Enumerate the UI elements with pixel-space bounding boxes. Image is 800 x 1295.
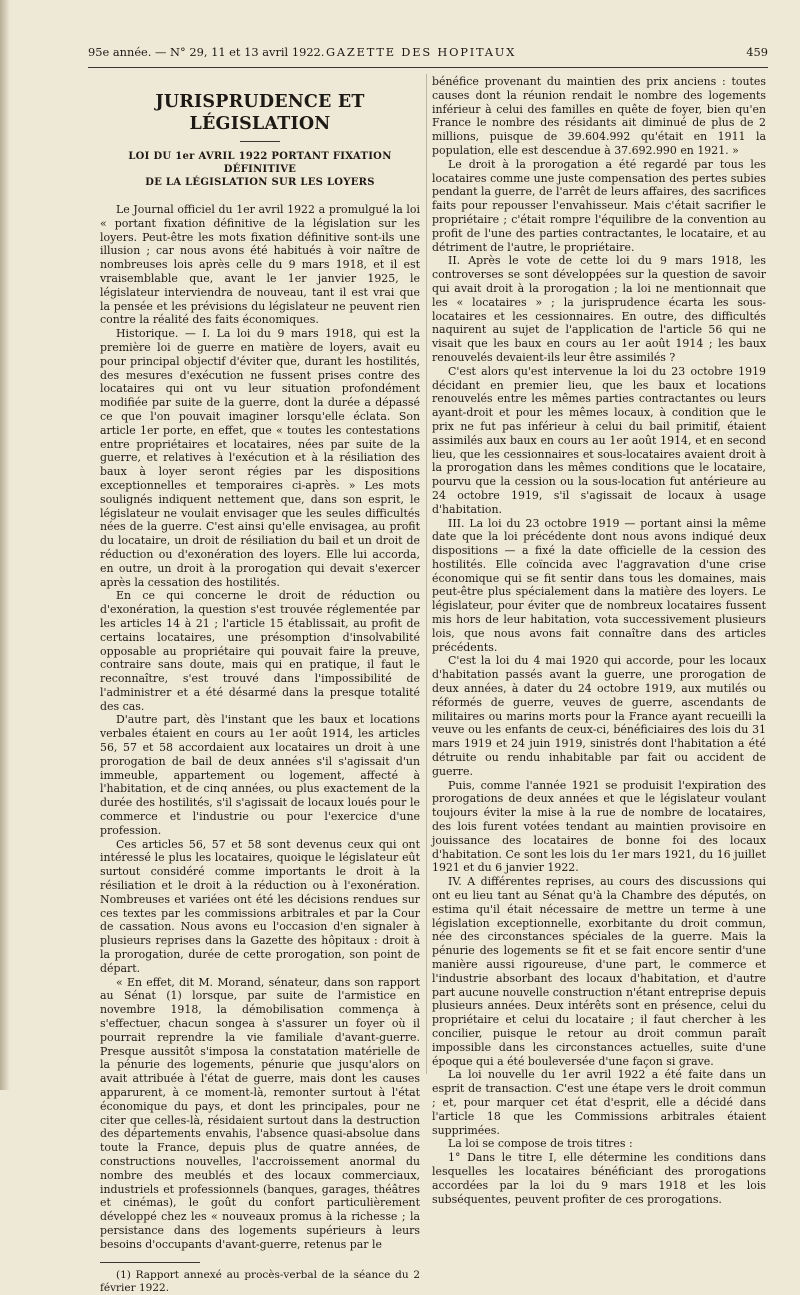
paragraph: « En effet, dit M. Morand, sénateur, dans son rapport au Sénat (1) lorsque, par suite de l'armistice en novembre 1918, la démobilisation commença à s'effectuer, chacun songea à s'assurer un foyer où il pourrait reprendre la vie familiale d'avant-guerre. Presque aussitôt s'imposa la constatation matérielle de la pénurie des logements, pénurie que jusqu'alors on avait attribuée à l'état de guerre, mais dont les causes apparurent, à ce moment-là, remonter surtout à l'état économique du pays, et dont les principales, pour ne citer que celles-là, résidaient surtout dans la destruction des départements envahis, l'absence quasi-absolue dans toute la France, depuis plus de quatre années, de constructions nouvelles, l'accroissement anormal du nombre des meublés et des locaux commerciaux, industriels et professionnels (banques, garages, théâtres et cinémas), le goût du confort particulièrement développé chez les « nouveaux promus à la richesse ; la persistance dans des logements supérieurs à leurs besoins d'occupants d'avant-guerre, retenus par le — [100, 975, 420, 1251]
page-binding-shadow — [0, 0, 10, 1090]
paragraph: Puis, comme l'année 1921 se produisit l'expiration des prorogations de deux années et que le législateur voulant toujours éviter la mise à la rue de nombre de locataires, des lois furent votées tendant au maintien provisoire en jouissance des locataires de bonne foi des locaux d'habitation. Ce sont les lois du 1er mars 1921, du 16 juillet 1921 et du 6 janvier 1922. — [432, 778, 766, 875]
column-divider — [426, 74, 427, 1074]
subtitle-line-2: DE LA LÉGISLATION SUR LES LOYERS — [145, 177, 375, 188]
running-head — [88, 44, 768, 60]
footnote: (1) Rapport annexé au procès-verbal de la séance du 2 février 1922. — [100, 1268, 420, 1294]
left-column — [100, 75, 420, 1295]
paragraph: bénéfice provenant du maintien des prix anciens : toutes causes dont la réunion rendait le nombre des logements inférieur à celui des familles en quête de foyer, bien qu'en France le nombre des résidants ait diminué de plus de 2 millions, puisque de 39.604.992 qu'était en 1911 la population, elle est descendue à 37.692.990 en 1921. » — [432, 75, 766, 157]
paragraph: La loi se compose de trois titres : — [448, 1137, 633, 1151]
title-rule — [240, 141, 280, 142]
page-number: 459 — [746, 45, 768, 59]
paragraph: Ces articles 56, 57 et 58 sont devenus ceux qui ont intéressé le plus les locataires, quoique le législateur eût surtout considéré comme importants le droit à la résiliation et le droit à la réduction ou à l'exonération. Nombreuses et variées ont été les décisions rendues sur ces textes par les commissions arbitrales et par la Cour de cassation. Nous avons eu l'occasion d'en signaler à plusieurs reprises dans la Gazette des hôpitaux : droit à la prorogation, durée de cette prorogation, son point de départ. — [100, 837, 420, 975]
paragraph: III. La loi du 23 octobre 1919 — portant ainsi la même date que la loi précédente dont nous avons indiqué deux dispositions — a fixé la date officielle de la cession des hostilités. Elle coïncida avec l'aggravation d'une crise économique qui se fit sentir dans tous les domaines, mais peut-être plus spécialement dans la matière des loyers. Le législateur, pour éviter que de nombreux locataires fussent mis hors de leur habitation, vota successivement plusieurs lois, que nous avons fait connaître dans des articles précédents. — [432, 516, 766, 654]
right-column — [432, 75, 766, 1206]
paragraph: II. Après le vote de cette loi du 9 mars 1918, les controverses se sont développées sur la question de savoir qui avait droit à la prorogation ; la loi ne mentionnait que les « locataires » ; la jurisprudence écarta les sous-locataires et les cessionnaires. En outre, des difficultés naquirent au sujet de l'application de l'article 56 qui ne visait que les baux en cours au 1er août 1914 ; les baux renouvelés devaient-ils leur être assimilés ? — [432, 254, 766, 364]
paragraph: D'autre part, dès l'instant que les baux et locations verbales étaient en cours au 1er août 1914, les articles 56, 57 et 58 accordaient aux locataires un droit à une prorogation de bail de deux années s'il s'agissait d'un immeuble, appartement ou logement, affecté à l'habitation, et de cinq années, ou plus exactement de la durée des hostilités, s'il s'agissait de locaux loués pour le commerce et l'industrie ou pour l'exercice d'une profession. — [100, 713, 420, 837]
issue-info: 95e année. — N° 29, 11 et 13 avril 1922. — [88, 45, 325, 59]
paragraph: C'est la loi du 4 mai 1920 qui accorde, pour les locaux d'habitation passés avant la guerre, une prorogation de deux années, à dater du 24 octobre 1919, aux mutilés ou réformés de guerre, veuves de guerre, ascendants de militaires ou marins morts pour la France ayant recueilli la veuve ou les enfants de ceux-ci, bénéficiaires des lois du 31 mars 1919 et 24 juin 1919, sinistrés dont l'habitation a été détruite ou rendu inhabitable par fait ou accident de guerre. — [432, 654, 766, 778]
footnote-rule — [100, 1262, 200, 1263]
subtitle-line-1: LOI DU 1er AVRIL 1922 PORTANT FIXATION DÉFINITIVE — [128, 151, 392, 175]
journal-title: GAZETTE DES HOPITAUX — [326, 45, 517, 59]
paragraph: C'est alors qu'est intervenue la loi du 23 octobre 1919 décidant en premier lieu, que les baux et locations renouvelés entre les mêmes parties contractantes ou leurs ayant-droit et pour les mêmes locaux, à condition que le prix ne fut pas inférieur à celui du bail primitif, étaient assimilés aux baux en cours au 1er août 1914, et en second lieu, que les cessionnaires et sous-locataires avaient droit à la prorogation dans les mêmes conditions que le locataire, pourvu que la cession ou la sous-location fut antérieure au 24 octobre 1919, s'il s'agissait de locaux à usage d'habitation. — [432, 364, 766, 516]
paragraph: 1° Dans le titre I, elle détermine les conditions dans lesquelles les locataires bénéficiant des prorogations accordées par la loi du 9 mars 1918 et les lois subséquentes, peuvent profiter de ces prorogations. — [432, 1151, 766, 1206]
paragraph: Le Journal officiel du 1er avril 1922 a promulgué la loi « portant fixation définitive de la législation sur les loyers. Peut-être les mots fixation définitive sont-ils une illusion ; car nous avons été habitués à voir naître de nombreuses lois après celle du 9 mars 1918, et il est vraisemblable que, avant le 1er janvier 1925, le législateur interviendra de nouveau, tant il est vrai que la pensée et les prévisions du législateur ne peuvent rien contre la réalité des faits économiques. — [100, 203, 420, 327]
paragraph: Historique. — I. La loi du 9 mars 1918, qui est la première loi de guerre en matière de loyers, avait eu pour principal objectif d'éviter que, durant les hostilités, des mesures d'exécution ne fussent prises contre des locataires qui ont vu leur situation profondément modifiée par suite de la guerre, dont la durée a dépassé ce que l'on pouvait imaginer lorsqu'elle éclata. Son article 1er porte, en effet, que « toutes les contestations entre propriétaires et locataires, nées par suite de la guerre, et relatives à l'exécution et à la résiliation des baux à loyer seront régies par les dispositions exceptionnelles et temporaires ci-après. » Les mots soulignés indiquent nettement que, dans son esprit, le législateur ne voulait envisager que les seules difficultés nées de la guerre. C'est ainsi qu'elle envisagea, au profit du locataire, un droit de résiliation du bail et un droit de réduction ou d'exonération des loyers. Elle lui accorda, en outre, un droit à la prorogation qui devait s'exercer après la cessation des hostilités. — [100, 327, 420, 589]
paragraph: IV. A différentes reprises, au cours des discussions qui ont eu lieu tant au Sénat qu'à la Chambre des députés, on estima qu'il était nécessaire de mettre un terme à une législation exceptionnelle, exorbitante du droit commun, née des circonstances spéciales de la guerre. Mais la pénurie des logements se fit et se fait encore sentir d'une manière aussi rigoureuse, d'une part, le commerce et l'industrie absorbant des locaux d'habitation, et d'autre part aucune nouvelle construction n'étant entreprise depuis plusieurs années. Deux intérêts sont en présence, celui du propriétaire et celui du locataire ; il faut chercher à les concilier, puisque le retour au droit commun paraît impossible dans les circonstances actuelles, suite d'une époque qui a été bouleversée d'une façon si grave. — [432, 875, 766, 1068]
section-title: JURISPRUDENCE ET LÉGISLATION — [155, 92, 365, 134]
paragraph: Le droit à la prorogation a été regardé par tous les locataires comme une juste compensation des pertes subies pendant la guerre, de l'arrêt de leurs affaires, des sacrifices faits pour repousser l'envahisseur. Mais c'était sacrifier le propriétaire ; c'était rompre l'équilibre de la convention au profit de l'une des parties contractantes, le locataire, et au détriment de l'autre, le propriétaire. — [432, 157, 766, 254]
article-subtitle — [100, 150, 420, 189]
paragraph: La loi nouvelle du 1er avril 1922 a été faite dans un esprit de transaction. C'est une étape vers le droit commun ; et, pour marquer cet état d'esprit, elle a décidé dans l'article 18 que les Commissions arbitrales étaient supprimées. — [432, 1068, 766, 1137]
header-rule — [88, 67, 768, 68]
paragraph: En ce qui concerne le droit de réduction ou d'exonération, la question s'est trouvée réglementée par les articles 14 à 21 ; l'article 15 établissait, au profit de certains locataires, une présomption d'insolvabilité opposable au propriétaire qui pouvait faire la preuve, contraire sans doute, mais qui en pratique, il faut le reconnaître, s'est trouvé dans l'impossibilité de l'administrer et a été désarmé dans la presque totalité des cas. — [100, 589, 420, 713]
